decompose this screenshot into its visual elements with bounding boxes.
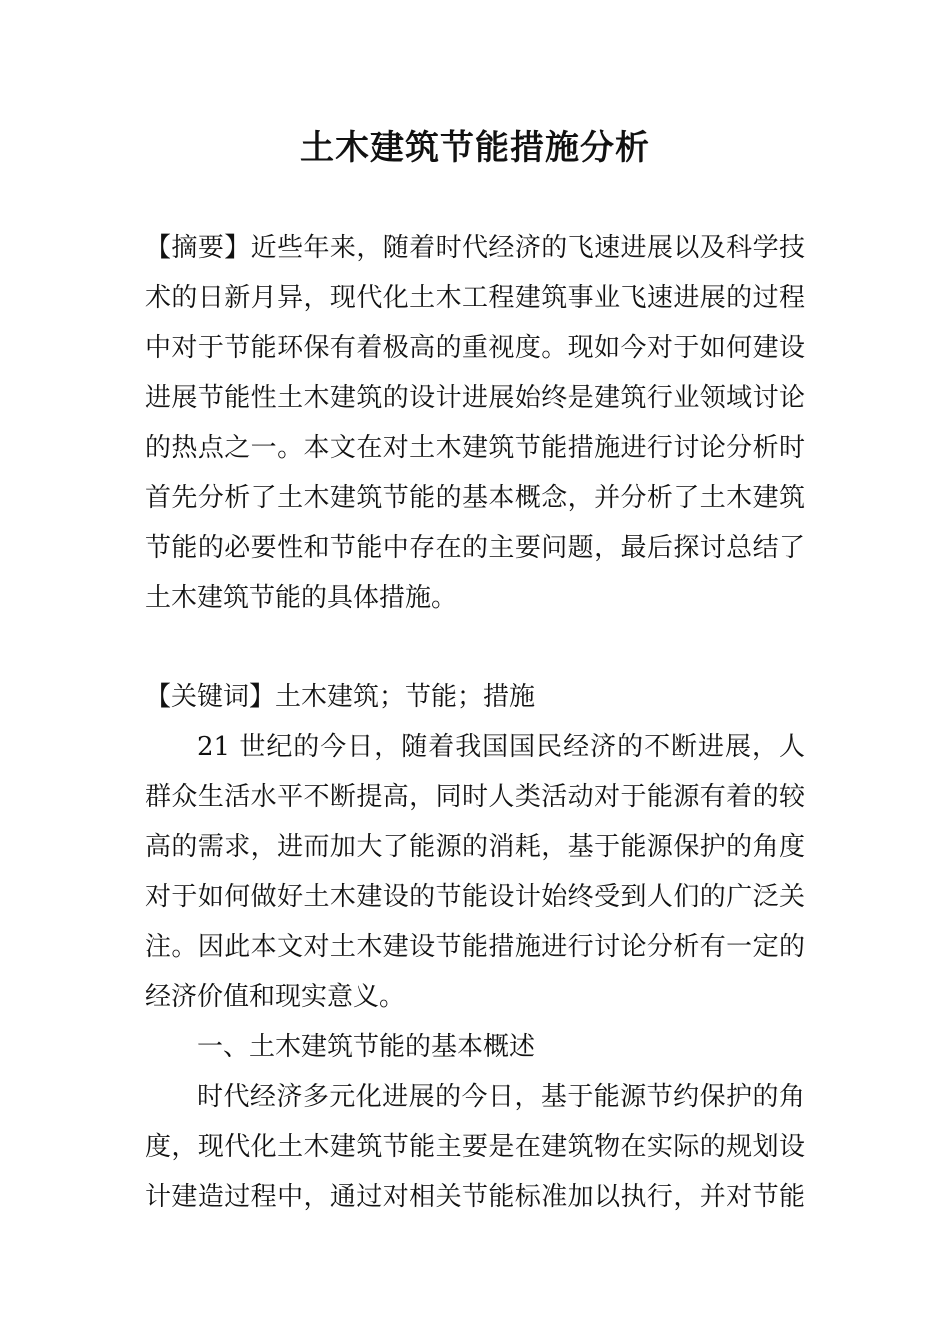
- body-line: 21 世纪的今日，随着我国国民经济的不断进展，人: [197, 732, 805, 762]
- body-line: 群众生活水平不断提高，同时人类活动对于能源有着的较: [145, 782, 805, 812]
- document-body: [145, 672, 805, 1222]
- body-line: 经济价值和现实意义。: [145, 982, 406, 1012]
- abstract-line: 土木建筑节能的具体措施。: [145, 583, 458, 613]
- keywords-line: 【关键词】土木建筑；节能；措施: [145, 682, 536, 712]
- abstract-line: 的热点之一。本文在对土木建筑节能措施进行讨论分析时: [145, 433, 805, 463]
- abstract-line: 进展节能性土木建筑的设计进展始终是建筑行业领域讨论: [145, 383, 805, 413]
- intro-paragraph: [145, 722, 805, 1022]
- body-line: 高的需求，进而加大了能源的消耗，基于能源保护的角度: [145, 832, 805, 862]
- abstract-line: 中对于节能环保有着极高的重视度。现如今对于如何建设: [145, 333, 805, 363]
- body-line: 注。因此本文对土木建设节能措施进行讨论分析有一定的: [145, 932, 805, 962]
- abstract-line: 首先分析了土木建筑节能的基本概念，并分析了土木建筑: [145, 483, 805, 513]
- document-title: 土木建筑节能措施分析: [300, 128, 650, 168]
- body-line: 对于如何做好土木建设的节能设计始终受到人们的广泛关: [145, 882, 805, 912]
- body-line: 计建造过程中，通过对相关节能标准加以执行，并对节能: [145, 1182, 805, 1212]
- abstract-line: 【摘要】近些年来，随着时代经济的飞速进展以及科学技: [145, 233, 805, 263]
- body-line: 度，现代化土木建筑节能主要是在建筑物在实际的规划设: [145, 1132, 805, 1162]
- abstract-line: 节能的必要性和节能中存在的主要问题，最后探讨总结了: [145, 533, 805, 563]
- body-line: 时代经济多元化进展的今日，基于能源节约保护的角: [197, 1082, 805, 1112]
- section-heading: 一、土木建筑节能的基本概述: [197, 1032, 536, 1062]
- abstract-paragraph: [145, 223, 805, 623]
- section-1-paragraph: [145, 1072, 805, 1222]
- abstract-line: 术的日新月异，现代化土木工程建筑事业飞速进展的过程: [145, 283, 805, 313]
